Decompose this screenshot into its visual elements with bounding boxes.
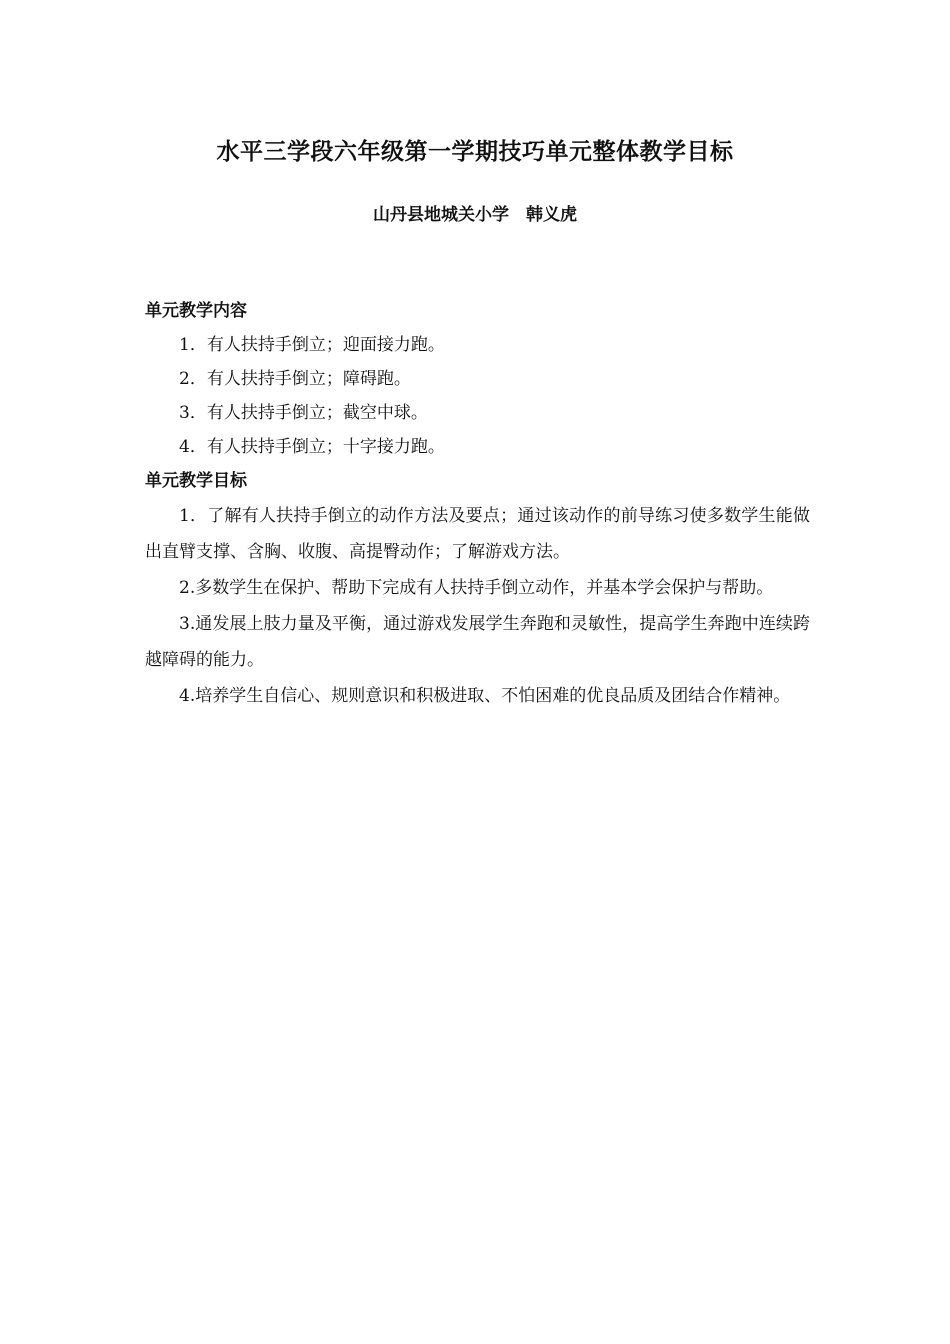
document-body [145, 294, 810, 714]
goal-paragraph: 1．了解有人扶持手倒立的动作方法及要点；通过该动作的前导练习使多数学生能做出直臂支撑、含胸、收腹、高提臀动作；了解游戏方法。 [145, 506, 810, 562]
section-heading-content: 单元教学内容 [145, 301, 247, 321]
content-item: 1．有人扶持手倒立；迎面接力跑。 [179, 335, 445, 355]
section-heading-goals: 单元教学目标 [145, 471, 247, 491]
document-author: 山丹县地城关小学 韩义虎 [373, 205, 577, 225]
goal-paragraph: 4.培养学生自信心、规则意识和积极进取、不怕困难的优良品质及团结合作精神。 [179, 686, 791, 706]
goal-paragraph: 3.通发展上肢力量及平衡，通过游戏发展学生奔跑和灵敏性，提高学生奔跑中连续跨越障碍的能力。 [145, 614, 810, 670]
content-item: 2．有人扶持手倒立；障碍跑。 [179, 369, 411, 389]
document-title: 水平三学段六年级第一学期技巧单元整体教学目标 [216, 139, 734, 165]
content-item: 4．有人扶持手倒立；十字接力跑。 [179, 437, 445, 457]
goal-paragraph: 2.多数学生在保护、帮助下完成有人扶持手倒立动作，并基本学会保护与帮助。 [179, 578, 774, 598]
content-item: 3．有人扶持手倒立；截空中球。 [179, 403, 428, 423]
